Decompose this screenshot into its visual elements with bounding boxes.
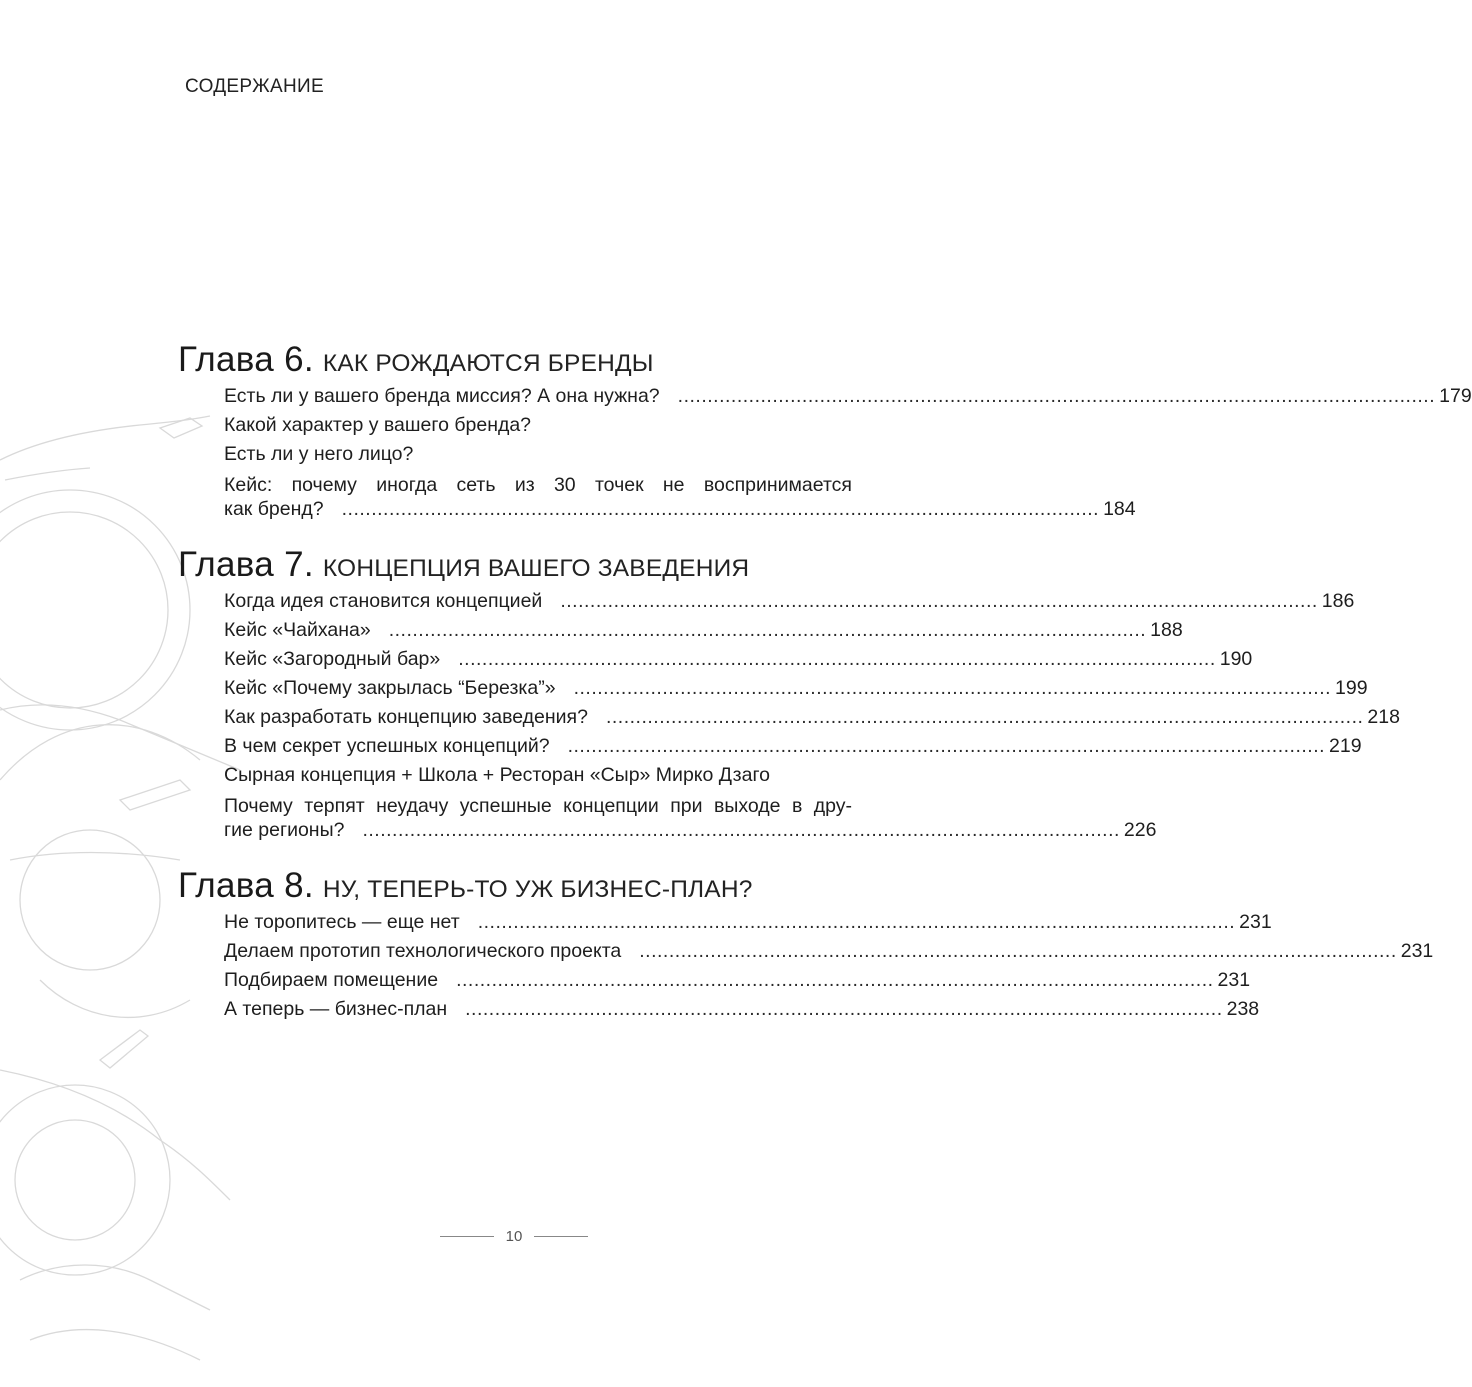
toc-entries — [224, 382, 1472, 521]
dot-leader: ................................................................................................................................ — [362, 819, 1120, 841]
toc-entry[interactable] — [224, 995, 1260, 1024]
toc-entry[interactable] — [224, 794, 1157, 842]
entry-title: Есть ли у вашего бренда миссия? А она нужна? — [224, 385, 660, 407]
toc-entry[interactable] — [224, 411, 852, 440]
folio-rule-right — [534, 1236, 588, 1237]
entry-title: Кейс «Чайхана» — [224, 619, 371, 641]
dot-leader: ................................................................................................................................ — [560, 590, 1318, 612]
toc-entry[interactable] — [224, 908, 1272, 937]
toc-entries — [224, 908, 1434, 1024]
entry-title: Сырная концепция + Школа + Ресторан «Сыр» Мирко Дзаго — [224, 764, 770, 786]
entry-page: 238 — [1226, 998, 1260, 1020]
toc-entry[interactable] — [224, 587, 1355, 616]
entry-page: 226 — [1123, 819, 1157, 841]
toc-entry[interactable] — [224, 645, 1253, 674]
chapter-title: КОНЦЕПЦИЯ ВАШЕГО ЗАВЕДЕНИЯ — [322, 555, 750, 582]
chapter-label: Глава 7. — [178, 545, 314, 584]
running-head: СОДЕРЖАНИЕ — [185, 76, 324, 97]
dot-leader: ................................................................................................................................ — [605, 706, 1364, 728]
chapter-title: КАК РОЖДАЮТСЯ БРЕНДЫ — [322, 350, 654, 377]
chapter-heading — [178, 545, 852, 587]
entry-title: Не торопитесь — еще нет — [224, 911, 460, 933]
dot-leader: ................................................................................................................................ — [465, 998, 1223, 1020]
chapter-heading — [178, 340, 852, 382]
entry-page: 184 — [1103, 498, 1136, 520]
chapter-label: Глава 8. — [178, 866, 314, 905]
page-number: 10 — [505, 1228, 523, 1245]
toc-entry[interactable] — [224, 966, 1251, 995]
dot-leader: ................................................................................................................................ — [388, 619, 1147, 641]
dot-leader: ................................................................................................................................ — [458, 648, 1216, 670]
toc-entry[interactable] — [224, 761, 852, 790]
entry-title: А теперь — бизнес-план — [224, 998, 448, 1020]
dot-leader: ................................................................................................................................ — [573, 677, 1332, 699]
chapter-title: НУ, ТЕПЕРЬ-ТО УЖ БИЗНЕС-ПЛАН? — [322, 876, 753, 903]
entry-page: 188 — [1150, 619, 1183, 641]
entry-page: 190 — [1219, 648, 1253, 670]
dot-leader: ................................................................................................................................ — [567, 735, 1326, 757]
entry-title: Подбираем помещение — [224, 969, 439, 991]
entry-page: 231 — [1217, 969, 1251, 991]
toc-entry[interactable] — [224, 473, 1136, 521]
entry-title: Кейс «Загородный бар» — [224, 648, 441, 670]
entry-page: 179 — [1439, 385, 1472, 407]
toc-entry[interactable] — [224, 703, 1400, 732]
toc-entry[interactable] — [224, 440, 852, 469]
chapter-8 — [178, 866, 1434, 1024]
folio-rule-left — [440, 1236, 494, 1237]
entry-title-line2: как бренд? — [224, 498, 324, 520]
page-number-footer — [440, 1228, 588, 1245]
toc-entry[interactable] — [224, 937, 1434, 966]
chapter-label: Глава 6. — [178, 340, 314, 379]
entry-page: 186 — [1321, 590, 1355, 612]
entry-title: В чем секрет успешных концепций? — [224, 735, 550, 757]
chapter-heading — [178, 866, 852, 908]
chapter-6 — [178, 340, 1472, 521]
dot-leader: ................................................................................................................................ — [456, 969, 1214, 991]
dot-leader: ................................................................................................................................ — [341, 498, 1100, 520]
entry-title: Как разработать концепцию заведения? — [224, 706, 588, 728]
toc-entry[interactable] — [224, 382, 1472, 411]
entry-title: Кейс «Почему закрылась “Березка”» — [224, 677, 556, 699]
dot-leader: ................................................................................................................................ — [639, 940, 1397, 962]
entry-page: 218 — [1367, 706, 1400, 728]
entry-page: 231 — [1400, 940, 1434, 962]
entry-title-line2: гие регионы? — [224, 819, 345, 841]
entry-title-line1: Кейс: почему иногда сеть из 30 точек не воспринимается — [224, 474, 852, 496]
entry-title: Делаем прототип технологического проекта — [224, 940, 622, 962]
toc-entry[interactable] — [224, 732, 1362, 761]
toc-entry[interactable] — [224, 616, 1183, 645]
entry-title-line1: Почему терпят неудачу успешные концепции при выходе в дру- — [224, 795, 852, 817]
entry-title: Есть ли у него лицо? — [224, 443, 414, 465]
dot-leader: ................................................................................................................................ — [677, 385, 1436, 407]
entry-title: Когда идея становится концепцией — [224, 590, 543, 612]
entry-title: Какой характер у вашего бренда? — [224, 414, 532, 436]
entry-page: 231 — [1239, 911, 1272, 933]
entry-page: 199 — [1335, 677, 1368, 699]
toc-entry[interactable] — [224, 674, 1368, 703]
chapter-7 — [178, 545, 1400, 842]
entry-page: 219 — [1329, 735, 1362, 757]
toc-entries — [224, 587, 1400, 842]
dot-leader: ................................................................................................................................ — [477, 911, 1236, 933]
